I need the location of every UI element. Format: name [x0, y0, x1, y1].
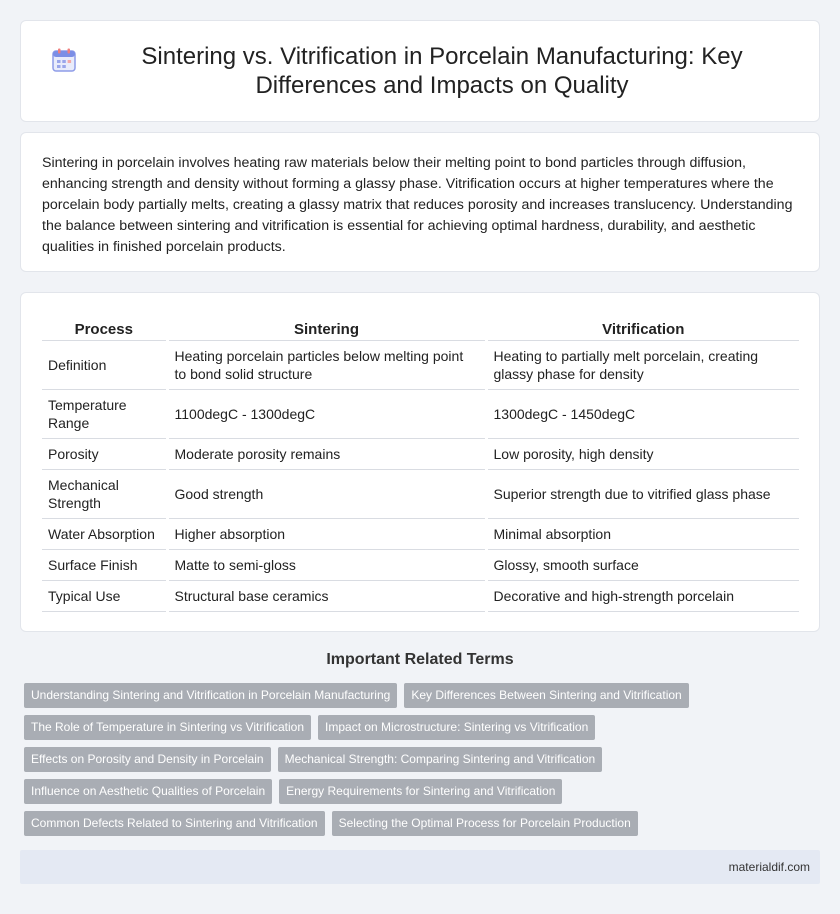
related-term-link[interactable]: Understanding Sintering and Vitrification in Porcelain Manufacturing [24, 683, 397, 708]
sintering-cell: Moderate porosity remains [167, 438, 486, 469]
related-term-link[interactable]: Energy Requirements for Sintering and Vitrification [279, 779, 562, 804]
sintering-cell: Higher absorption [167, 518, 486, 549]
intro-paragraph: Sintering in porcelain involves heating raw materials below their melting point to bond particles through diffusion, enhancing strength and density without forming a glassy phase. Vitrification occurs at higher temperatures where the porcelain body partially melts, creating a glassy matrix that reduces porosity and increases translucency. Understanding the balance between sintering and vitrification is essential for achieving optimal hardness, durability, and aesthetic qualities in finished porcelain products. [42, 155, 793, 255]
table-row [42, 518, 799, 549]
row-label: Definition [42, 340, 167, 389]
table-row [42, 549, 799, 580]
vitrification-cell: 1300degC - 1450degC [486, 389, 799, 438]
table-header-row [42, 313, 799, 340]
vitrification-cell: Low porosity, high density [486, 438, 799, 469]
column-header-sintering: Sintering [167, 313, 486, 340]
row-label: Temperature Range [42, 389, 167, 438]
row-label: Water Absorption [42, 518, 167, 549]
sintering-cell: Matte to semi-gloss [167, 549, 486, 580]
vitrification-cell: Heating to partially melt porcelain, creating glassy phase for density [486, 340, 799, 389]
row-label: Porosity [42, 438, 167, 469]
vitrification-cell: Decorative and high-strength porcelain [486, 580, 799, 611]
comparison-table [42, 313, 799, 612]
table-row [42, 469, 799, 518]
calendar-icon [51, 47, 77, 73]
title-wrap [21, 21, 819, 121]
row-label: Typical Use [42, 580, 167, 611]
table-row [42, 340, 799, 389]
table-row [42, 389, 799, 438]
vitrification-cell: Superior strength due to vitrified glass phase [486, 469, 799, 518]
sintering-cell: Good strength [167, 469, 486, 518]
related-term-link[interactable]: Selecting the Optimal Process for Porcelain Production [332, 811, 638, 836]
related-term-link[interactable]: Mechanical Strength: Comparing Sintering and Vitrification [278, 747, 603, 772]
related-term-link[interactable]: Key Differences Between Sintering and Vitrification [404, 683, 688, 708]
sintering-cell: Heating porcelain particles below melting point to bond solid structure [167, 340, 486, 389]
related-term-link[interactable]: Effects on Porosity and Density in Porcelain [24, 747, 271, 772]
page-title: Sintering vs. Vitrification in Porcelain Manufacturing: Key Differences and Impacts on Quality [141, 43, 743, 99]
related-term-link[interactable]: Impact on Microstructure: Sintering vs Vitrification [318, 715, 595, 740]
table-row [42, 438, 799, 469]
vitrification-cell: Minimal absorption [486, 518, 799, 549]
row-label: Surface Finish [42, 549, 167, 580]
row-label: Mechanical Strength [42, 469, 167, 518]
related-term-link[interactable]: Influence on Aesthetic Qualities of Porcelain [24, 779, 272, 804]
footer [20, 850, 820, 884]
comparison-table-card [20, 292, 820, 632]
column-header-vitrification: Vitrification [486, 313, 799, 340]
sintering-cell: 1100degC - 1300degC [167, 389, 486, 438]
sintering-cell: Structural base ceramics [167, 580, 486, 611]
title-card [20, 20, 820, 122]
related-term-link[interactable]: Common Defects Related to Sintering and Vitrification [24, 811, 325, 836]
footer-site-name[interactable]: materialdif.com [728, 860, 810, 874]
related-term-link[interactable]: The Role of Temperature in Sintering vs Vitrification [24, 715, 311, 740]
column-header-process: Process [42, 313, 167, 340]
table-row [42, 580, 799, 611]
vitrification-cell: Glossy, smooth surface [486, 549, 799, 580]
intro-card [20, 132, 820, 272]
related-terms-list [24, 683, 814, 843]
related-terms-heading: Important Related Terms [326, 651, 514, 668]
